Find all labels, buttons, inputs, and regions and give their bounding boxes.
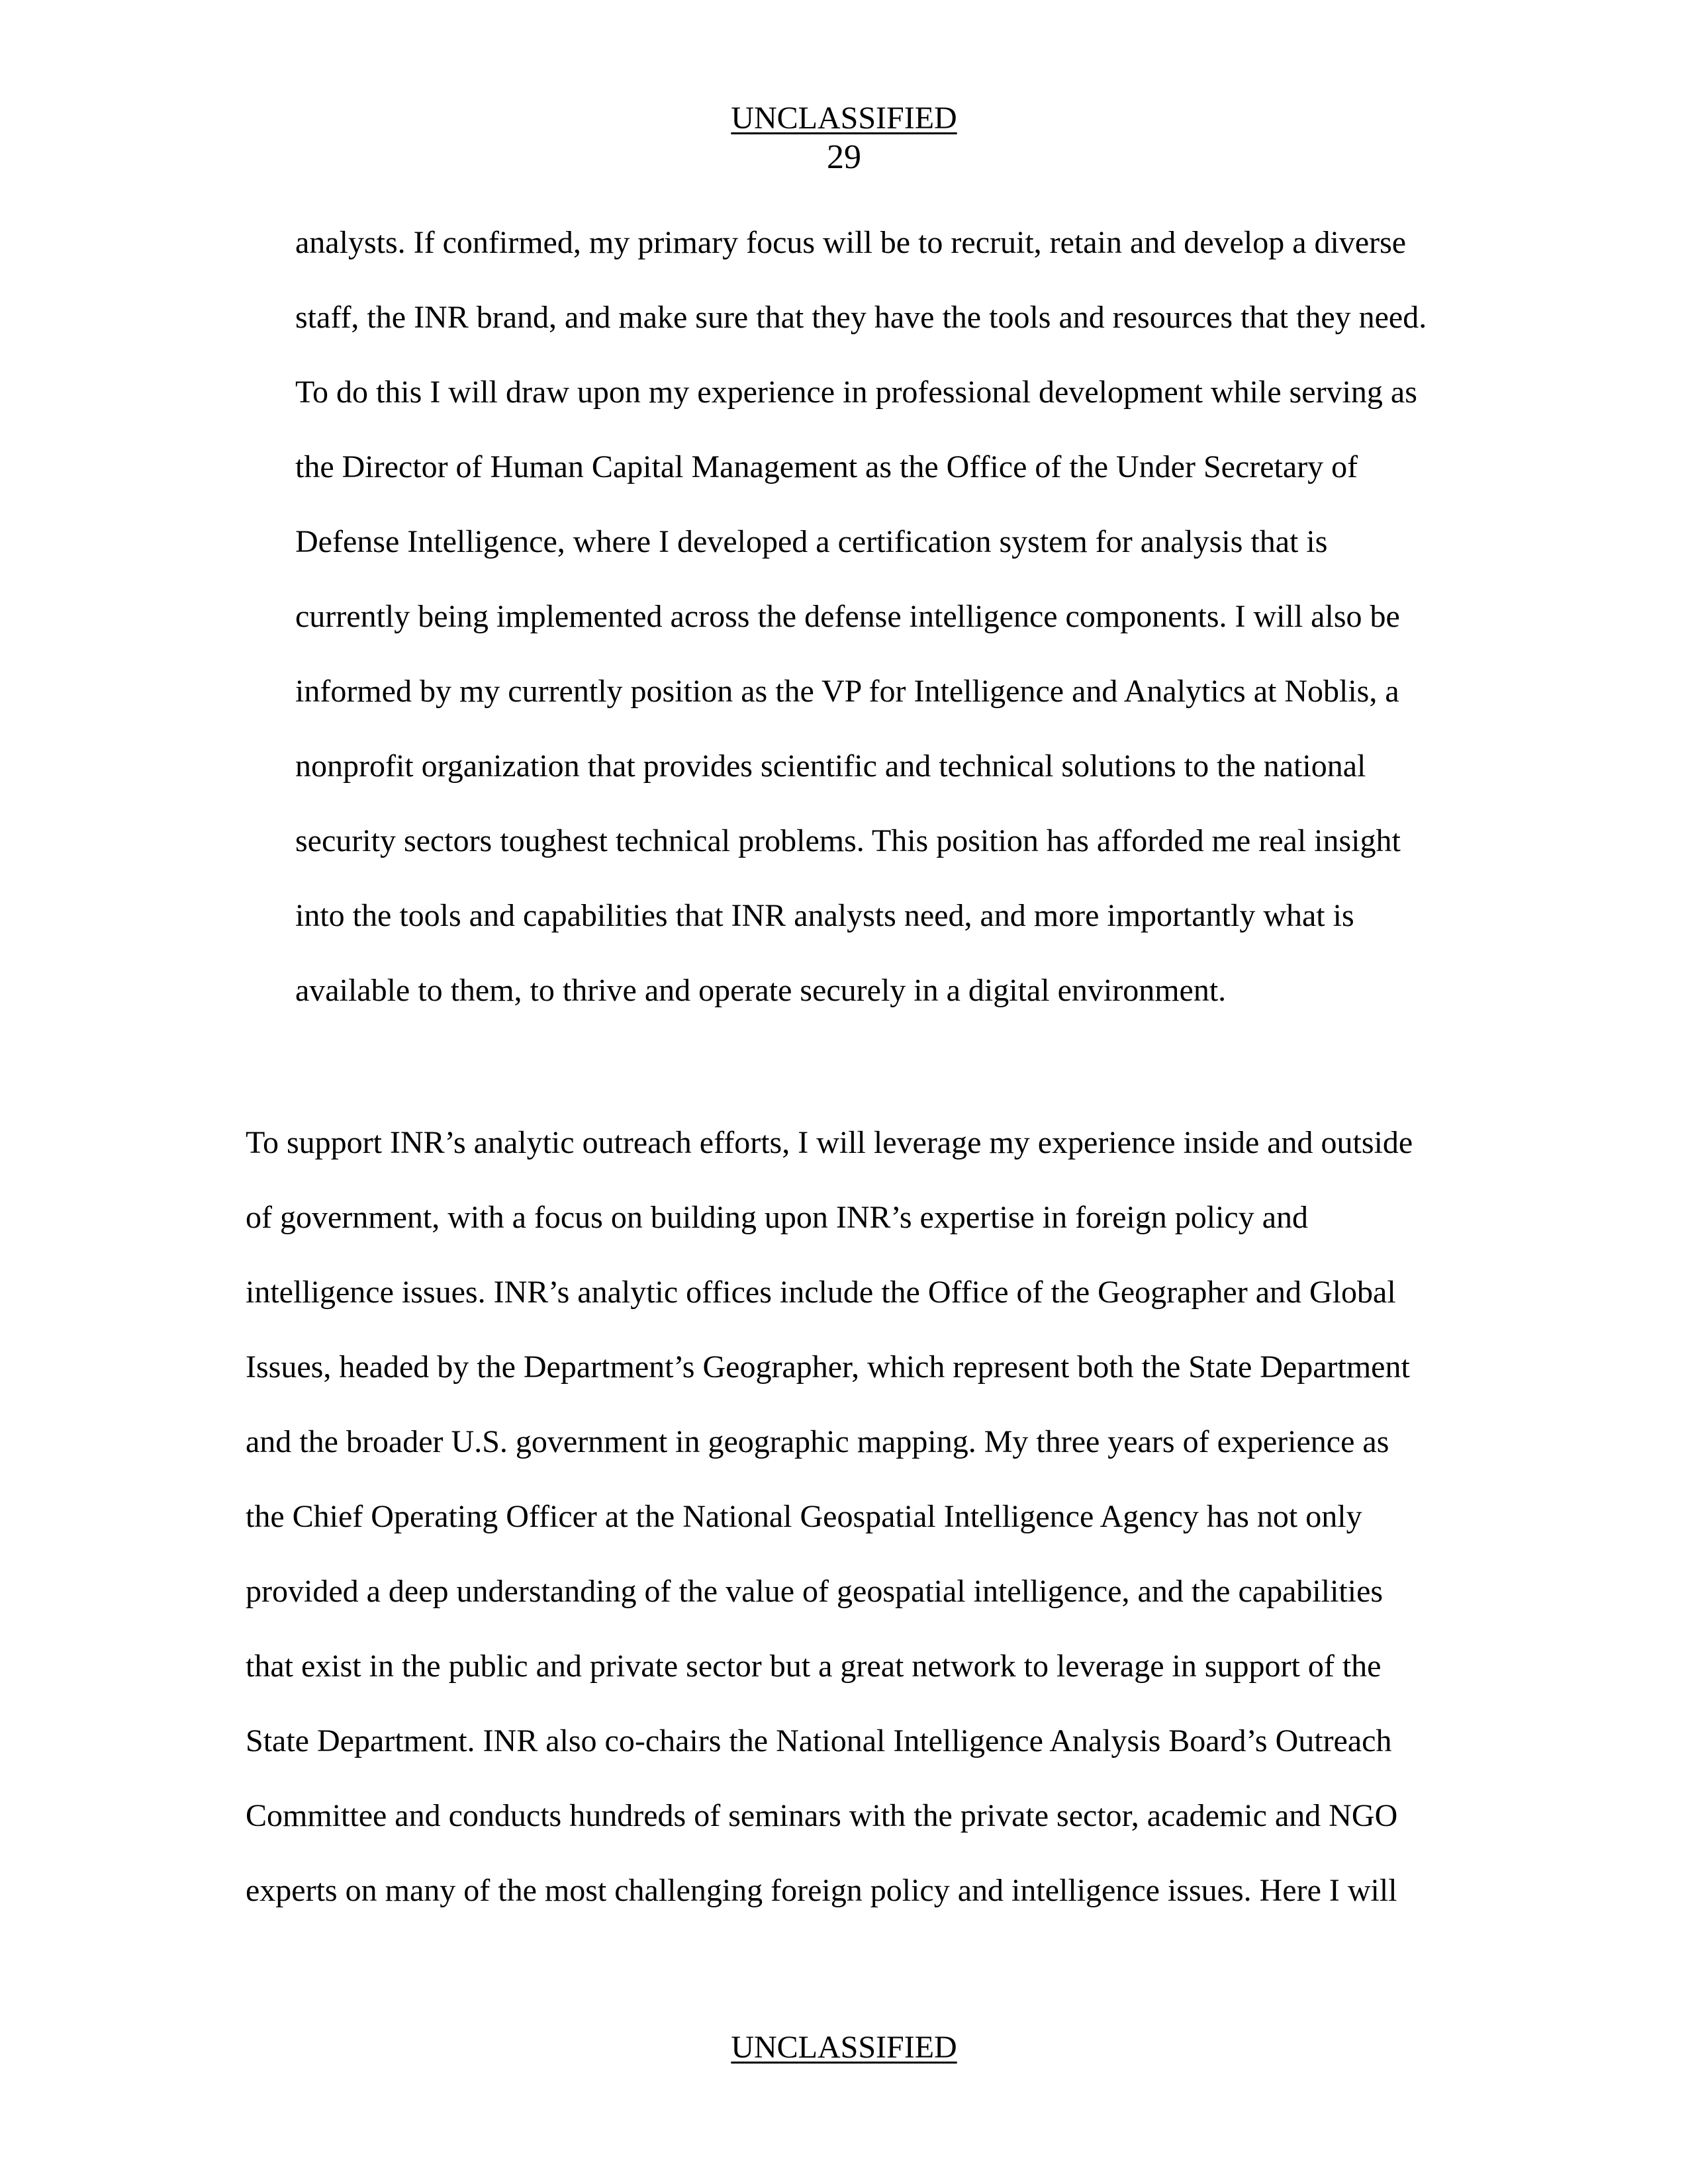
text-line: experts on many of the most challenging foreign policy and intelligence issues. Here I will <box>246 1873 1397 1908</box>
text-line: Issues, headed by the Department’s Geographer, which represent both the State Department <box>246 1349 1410 1385</box>
page-number: 29 <box>827 138 861 176</box>
text-line: security sectors toughest technical problems. This position has afforded me real insight <box>295 823 1401 858</box>
text-line: nonprofit organization that provides scientific and technical solutions to the national <box>295 749 1366 784</box>
text-line: of government, with a focus on building upon INR’s expertise in foreign policy and <box>246 1200 1309 1235</box>
text-line: To do this I will draw upon my experience in professional development while serving as <box>295 375 1417 410</box>
text-line: the Director of Human Capital Management as the Office of the Under Secretary of <box>295 449 1358 484</box>
text-line: the Chief Operating Officer at the National Geospatial Intelligence Agency has not only <box>246 1499 1362 1534</box>
text-line: Defense Intelligence, where I developed a certification system for analysis that is <box>295 524 1328 559</box>
text-line: and the broader U.S. government in geographic mapping. My three years of experience as <box>246 1424 1389 1459</box>
text-line: informed by my currently position as the VP for Intelligence and Analytics at Noblis, a <box>295 674 1399 709</box>
text-line: currently being implemented across the defense intelligence components. I will also be <box>295 599 1400 634</box>
text-line: To support INR’s analytic outreach efforts, I will leverage my experience inside and outside <box>246 1125 1413 1160</box>
text-line: into the tools and capabilities that INR analysts need, and more importantly what is <box>295 898 1354 933</box>
header-classification-marking: UNCLASSIFIED <box>731 101 957 136</box>
text-line: provided a deep understanding of the value of geospatial intelligence, and the capabilities <box>246 1574 1383 1609</box>
text-line: State Department. INR also co-chairs the National Intelligence Analysis Board’s Outreach <box>246 1723 1392 1758</box>
text-line: analysts. If confirmed, my primary focus will be to recruit, retain and develop a diverse <box>295 225 1407 260</box>
text-line: that exist in the public and private sector but a great network to leverage in support of the <box>246 1649 1382 1684</box>
text-line: Committee and conducts hundreds of seminars with the private sector, academic and NGO <box>246 1798 1398 1833</box>
footer-classification-marking: UNCLASSIFIED <box>731 2030 957 2065</box>
text-line: intelligence issues. INR’s analytic offices include the Office of the Geographer and Global <box>246 1275 1396 1310</box>
text-line: staff, the INR brand, and make sure that they have the tools and resources that they need. <box>295 300 1427 335</box>
text-line: available to them, to thrive and operate securely in a digital environment. <box>295 973 1227 1008</box>
